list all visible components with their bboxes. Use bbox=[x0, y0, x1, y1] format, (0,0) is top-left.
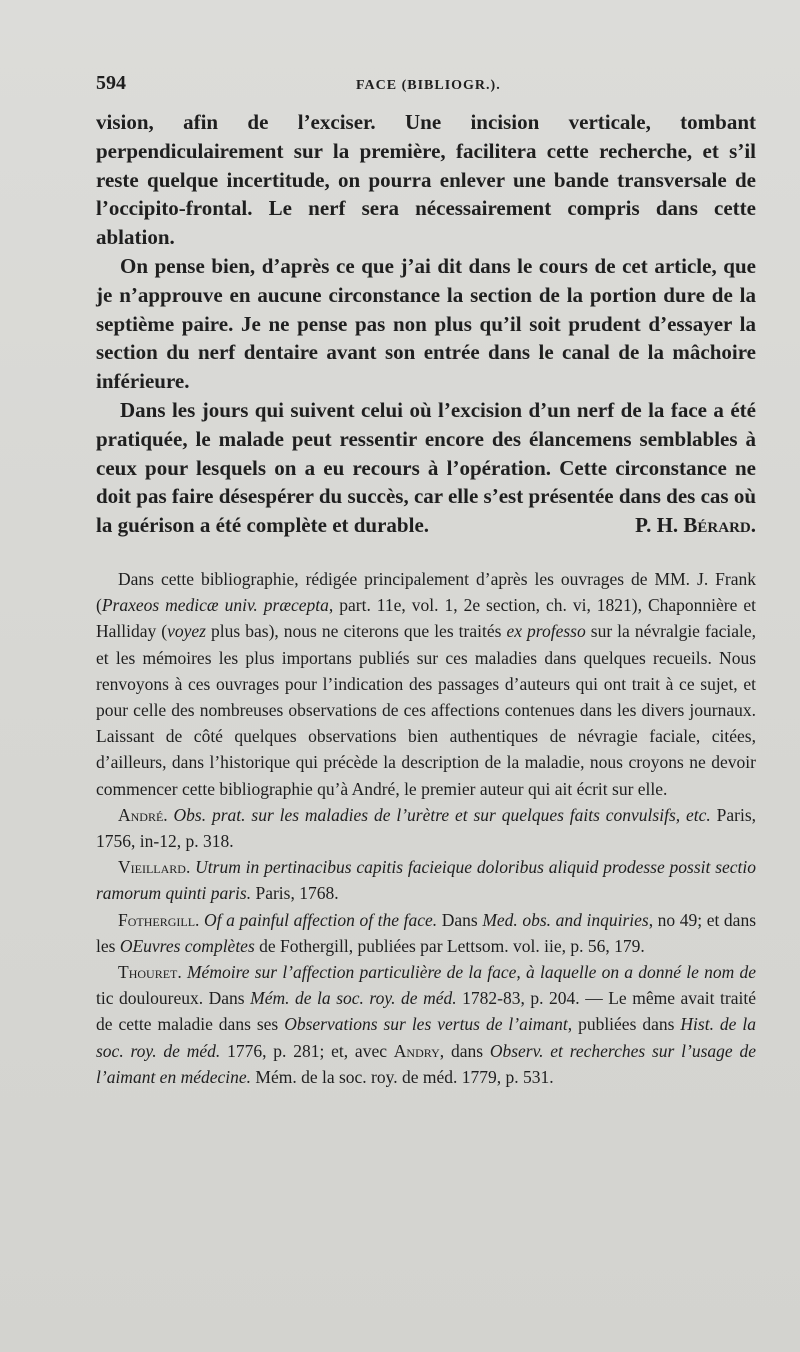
running-title: FACE (BIBLIOGR.). bbox=[356, 78, 501, 93]
entry-work: Observations sur les vertus de l’aimant bbox=[284, 1014, 568, 1035]
entry-coauthor: Andry bbox=[393, 1040, 440, 1061]
entry-author: Fothergill. bbox=[118, 909, 200, 930]
paragraph-2: On pense bien, d’après ce que j’ai dit dans le cours de cet article, que je n’approuve en aucune circonstance la section de la portion dure de la septième paire. Je ne pense pas non plus qu’il soit prudent d’essayer la section du nerf dentaire avant son entrée dans le canal de la mâchoire inférieure. bbox=[96, 253, 756, 394]
entry-work: Observ. et recherches sur l’usage de l’aimant en médecine. bbox=[96, 1040, 757, 1087]
intro-ex-professo: ex professo bbox=[506, 621, 586, 642]
entry-details: , dans bbox=[439, 1040, 490, 1061]
entry-author: Thouret. bbox=[118, 962, 182, 983]
entry-andre bbox=[96, 802, 756, 854]
paragraph-3-text: Dans les jours qui suivent celui où l’excision d’un nerf de la face a été pratiquée, le malade peut ressentir encore des élancemens semblables à ceux pour lesquels on a eu recours à l’opération. Cette circonstance ne doit pas faire désespérer du succès, car elle s’est présentée dans des cas où la guérison a été complète et durable. bbox=[96, 397, 756, 538]
entry-details: , publiées dans bbox=[567, 1014, 681, 1035]
paragraph-3 bbox=[96, 396, 756, 540]
entry-details: Dans bbox=[437, 909, 483, 930]
entry-author: André. bbox=[118, 804, 168, 825]
intro-voyez: voyez bbox=[167, 621, 206, 642]
entry-details: Paris, 1756, in-12, p. 318. bbox=[96, 804, 757, 852]
entry-details: Paris, 1768. bbox=[251, 883, 339, 904]
author-signature: P. H. Bérard. bbox=[635, 513, 756, 538]
intro-work-title: Praxeos medicæ univ. præcepta bbox=[101, 595, 329, 616]
intro-text: plus bas), nous ne citerons que les traités bbox=[206, 621, 507, 642]
entry-details: tic douloureux. Dans bbox=[96, 988, 251, 1009]
entry-title: Obs. prat. sur les maladies de l’urètre et sur quelques faits convulsifs, etc. bbox=[173, 804, 711, 825]
intro-text: Dans cette bibliographie, rédigée principalement d’après les ouvrages de MM. J. Frank ( bbox=[96, 569, 756, 616]
entry-title: Utrum in pertinacibus capitis facieique doloribus aliquid prodesse possit sectio ramorum quinti paris. bbox=[96, 857, 757, 904]
paragraph-1: vision, afin de l’exciser. Une incision verticale, tombant perpendiculairement sur la première, facilitera cette recherche, et s’il reste quelque incertitude, on pourra enlever une bande transversale de l’occipito-frontal. Le nerf sera nécessairement compris dans cette ablation. bbox=[96, 110, 756, 250]
entry-vieillard bbox=[96, 854, 756, 906]
entry-details: 1782-83, p. 204. — Le même avait traité de cette maladie dans ses bbox=[96, 988, 756, 1035]
entry-fothergill bbox=[96, 907, 756, 959]
page-number: 594 bbox=[96, 72, 126, 94]
bibliography bbox=[96, 566, 756, 1090]
bibliography-intro bbox=[96, 566, 756, 802]
entry-details: Mém. de la soc. roy. de méd. 1779, p. 531. bbox=[251, 1066, 554, 1087]
entry-work: OEuvres complètes bbox=[119, 935, 255, 956]
running-head bbox=[96, 72, 756, 102]
entry-title: Mémoire sur l’affection particulière de la face, à laquelle on a donné le nom de bbox=[186, 962, 756, 983]
intro-text: , part. 11e, vol. 1, 2e section, ch. vi, 1821), Chaponnière et Halliday ( bbox=[96, 595, 756, 642]
entry-journal: Mém. de la soc. roy. de méd. bbox=[250, 988, 457, 1009]
entry-journal: Hist. de la soc. roy. de méd. bbox=[96, 1014, 756, 1061]
entry-thouret bbox=[96, 959, 756, 1090]
entry-journal: Med. obs. and inquiries bbox=[482, 909, 649, 930]
entry-author: Vieillard. bbox=[118, 857, 191, 878]
entry-details: 1776, p. 281; et, avec bbox=[220, 1040, 394, 1061]
main-text bbox=[96, 108, 756, 540]
entry-details: , no 49; et dans les bbox=[96, 909, 757, 956]
entry-title: Of a painful affection of the face. bbox=[204, 909, 438, 930]
intro-text: sur la névralgie faciale, et les mémoires les plus importans publiés sur ces maladies dans quelques recueils. Nous renvoyons à ces ouvrages pour l’indication des passages d’auteurs qui ont trait à ce sujet, et pour celle des nombreuses observations de ces affections contenues dans les divers journaux. Laissant de côté quelques observations bien authentiques de névragie faciale, citées, d’ailleurs, dans l’historique qui précède la description de la maladie, nous croyons ne devoir commencer cette bibliographie qu’à André, le premier auteur qui ait écrit sur elle. bbox=[96, 621, 756, 799]
entry-details: de Fothergill, publiées par Lettsom. vol. iie, p. 56, 179. bbox=[254, 935, 645, 956]
